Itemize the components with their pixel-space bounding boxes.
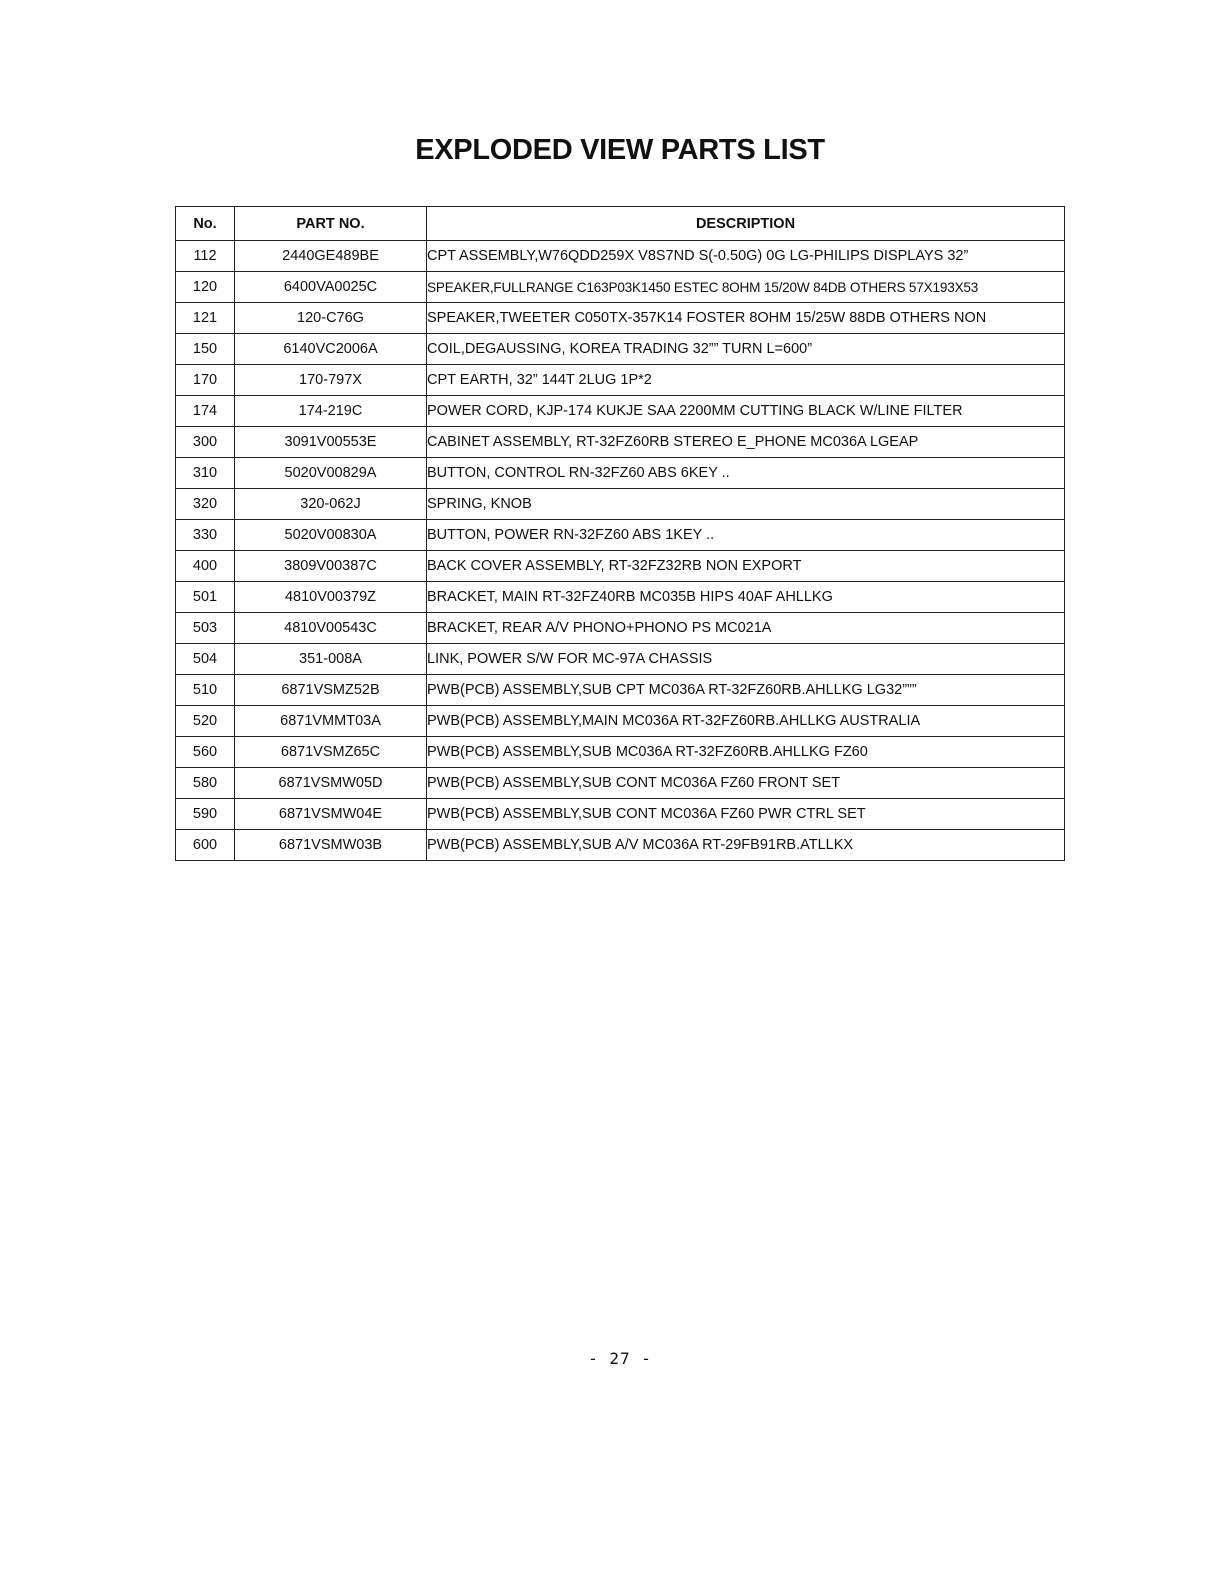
cell-description: PWB(PCB) ASSEMBLY,SUB A/V MC036A RT-29FB91RB.ATLLKX <box>427 830 1065 861</box>
header-no: No. <box>176 207 235 241</box>
cell-no: 120 <box>176 272 235 303</box>
cell-no: 580 <box>176 768 235 799</box>
cell-part-no: 6871VSMZ65C <box>235 737 427 768</box>
cell-part-no: 6871VSMW05D <box>235 768 427 799</box>
cell-description: BACK COVER ASSEMBLY, RT-32FZ32RB NON EXPORT <box>427 551 1065 582</box>
table-row <box>176 830 1065 861</box>
cell-description: SPRING, KNOB <box>427 489 1065 520</box>
cell-no: 320 <box>176 489 235 520</box>
cell-part-no: 6400VA0025C <box>235 272 427 303</box>
cell-description: BRACKET, REAR A/V PHONO+PHONO PS MC021A <box>427 613 1065 644</box>
cell-description: SPEAKER,TWEETER C050TX-357K14 FOSTER 8OHM 15/25W 88DB OTHERS NON <box>427 303 1065 334</box>
header-row <box>176 207 1065 241</box>
cell-description: SPEAKER,FULLRANGE C163P03K1450 ESTEC 8OHM 15/20W 84DB OTHERS 57X193X53 <box>427 272 1065 303</box>
cell-description: CPT ASSEMBLY,W76QDD259X V8S7ND S(-0.50G) 0G LG-PHILIPS DISPLAYS 32” <box>427 241 1065 272</box>
parts-table <box>175 206 1065 861</box>
cell-no: 600 <box>176 830 235 861</box>
parts-table-header <box>176 207 1065 241</box>
cell-part-no: 351-008A <box>235 644 427 675</box>
table-row <box>176 706 1065 737</box>
cell-no: 503 <box>176 613 235 644</box>
cell-description: POWER CORD, KJP-174 KUKJE SAA 2200MM CUTTING BLACK W/LINE FILTER <box>427 396 1065 427</box>
cell-part-no: 4810V00543C <box>235 613 427 644</box>
cell-part-no: 120-C76G <box>235 303 427 334</box>
cell-description: BUTTON, POWER RN-32FZ60 ABS 1KEY .. <box>427 520 1065 551</box>
cell-description: PWB(PCB) ASSEMBLY,SUB CPT MC036A RT-32FZ60RB.AHLLKG LG32””” <box>427 675 1065 706</box>
cell-description: PWB(PCB) ASSEMBLY,SUB MC036A RT-32FZ60RB.AHLLKG FZ60 <box>427 737 1065 768</box>
cell-part-no: 5020V00830A <box>235 520 427 551</box>
cell-no: 121 <box>176 303 235 334</box>
cell-no: 510 <box>176 675 235 706</box>
cell-description: LINK, POWER S/W FOR MC-97A CHASSIS <box>427 644 1065 675</box>
table-row <box>176 365 1065 396</box>
cell-part-no: 6871VMMT03A <box>235 706 427 737</box>
cell-no: 150 <box>176 334 235 365</box>
cell-part-no: 6871VSMW03B <box>235 830 427 861</box>
table-row <box>176 241 1065 272</box>
cell-part-no: 6871VSMW04E <box>235 799 427 830</box>
header-description: DESCRIPTION <box>427 207 1065 241</box>
cell-description: BUTTON, CONTROL RN-32FZ60 ABS 6KEY .. <box>427 458 1065 489</box>
table-row <box>176 396 1065 427</box>
table-row <box>176 458 1065 489</box>
cell-no: 310 <box>176 458 235 489</box>
table-row <box>176 644 1065 675</box>
cell-part-no: 174-219C <box>235 396 427 427</box>
table-row <box>176 551 1065 582</box>
cell-no: 170 <box>176 365 235 396</box>
cell-part-no: 3809V00387C <box>235 551 427 582</box>
cell-description: CPT EARTH, 32” 144T 2LUG 1P*2 <box>427 365 1065 396</box>
cell-no: 300 <box>176 427 235 458</box>
cell-part-no: 6871VSMZ52B <box>235 675 427 706</box>
page-title: EXPLODED VIEW PARTS LIST <box>415 134 825 166</box>
cell-no: 560 <box>176 737 235 768</box>
cell-description: PWB(PCB) ASSEMBLY,SUB CONT MC036A FZ60 FRONT SET <box>427 768 1065 799</box>
page-number: - 27 - <box>588 1349 652 1368</box>
cell-no: 330 <box>176 520 235 551</box>
cell-no: 400 <box>176 551 235 582</box>
table-row <box>176 272 1065 303</box>
cell-description: BRACKET, MAIN RT-32FZ40RB MC035B HIPS 40AF AHLLKG <box>427 582 1065 613</box>
table-row <box>176 489 1065 520</box>
table-row <box>176 768 1065 799</box>
table-row <box>176 334 1065 365</box>
table-row <box>176 613 1065 644</box>
cell-description: COIL,DEGAUSSING, KOREA TRADING 32”” TURN L=600” <box>427 334 1065 365</box>
cell-no: 501 <box>176 582 235 613</box>
cell-part-no: 6140VC2006A <box>235 334 427 365</box>
table-row <box>176 303 1065 334</box>
cell-description: CABINET ASSEMBLY, RT-32FZ60RB STEREO E_PHONE MC036A LGEAP <box>427 427 1065 458</box>
table-row <box>176 799 1065 830</box>
cell-description: PWB(PCB) ASSEMBLY,MAIN MC036A RT-32FZ60RB.AHLLKG AUSTRALIA <box>427 706 1065 737</box>
cell-no: 112 <box>176 241 235 272</box>
parts-table-body <box>176 241 1065 861</box>
table-row <box>176 427 1065 458</box>
table-row <box>176 520 1065 551</box>
table-row <box>176 737 1065 768</box>
cell-part-no: 170-797X <box>235 365 427 396</box>
cell-part-no: 320-062J <box>235 489 427 520</box>
cell-description: PWB(PCB) ASSEMBLY,SUB CONT MC036A FZ60 PWR CTRL SET <box>427 799 1065 830</box>
header-part-no: PART NO. <box>235 207 427 241</box>
cell-part-no: 5020V00829A <box>235 458 427 489</box>
table-row <box>176 582 1065 613</box>
cell-part-no: 4810V00379Z <box>235 582 427 613</box>
cell-no: 590 <box>176 799 235 830</box>
cell-part-no: 2440GE489BE <box>235 241 427 272</box>
table-row <box>176 675 1065 706</box>
cell-part-no: 3091V00553E <box>235 427 427 458</box>
cell-no: 504 <box>176 644 235 675</box>
cell-no: 174 <box>176 396 235 427</box>
cell-no: 520 <box>176 706 235 737</box>
